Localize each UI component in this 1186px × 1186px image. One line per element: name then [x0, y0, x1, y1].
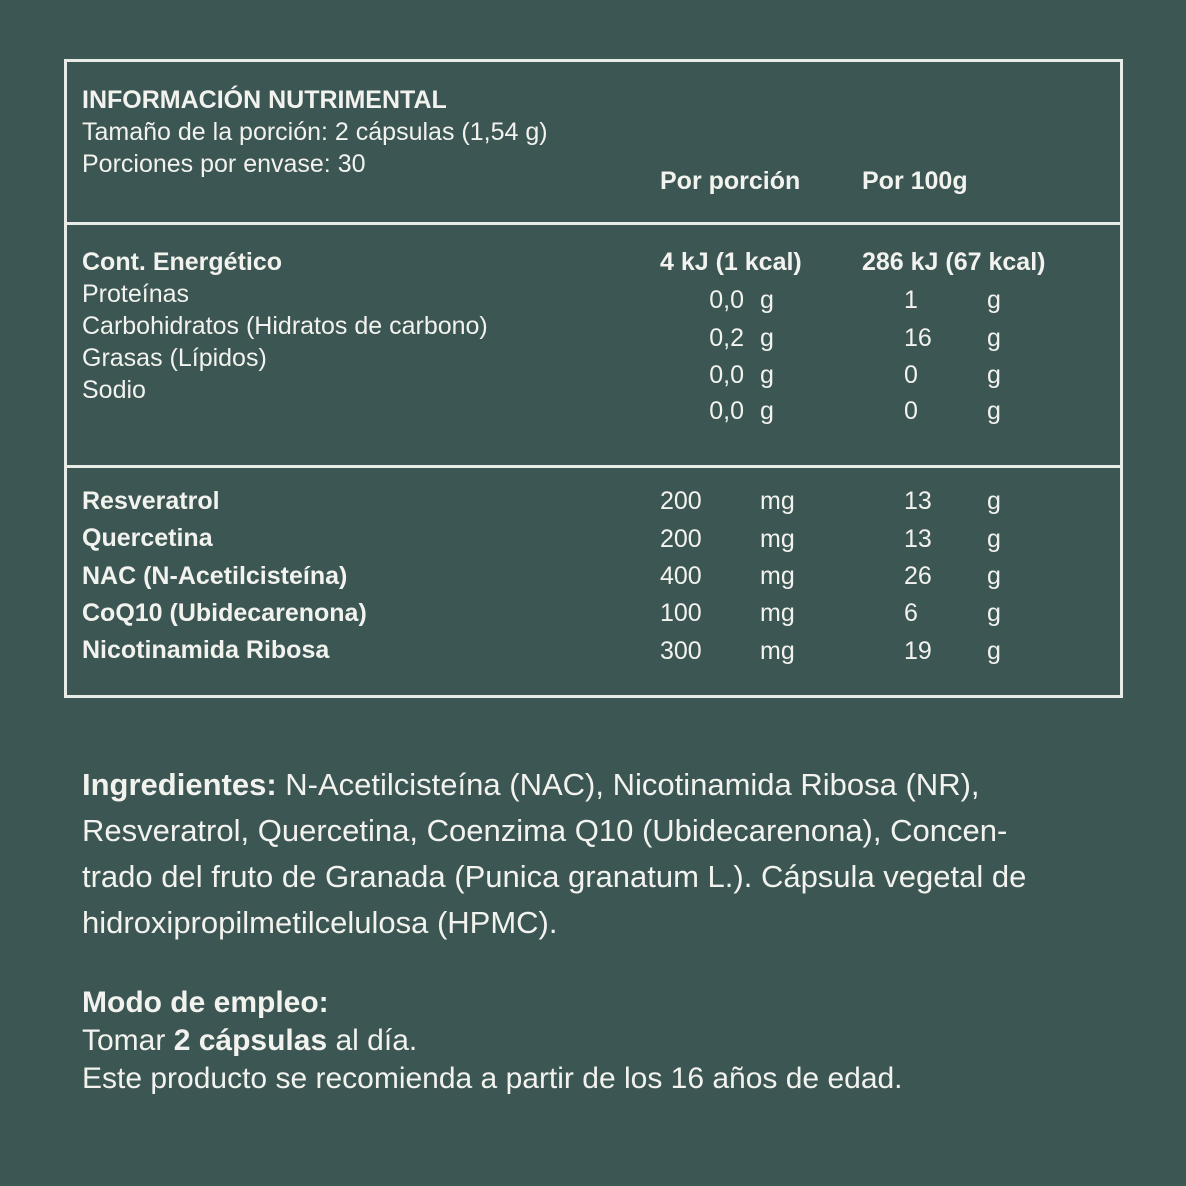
active-portion-unit: mg: [760, 637, 795, 665]
nutrient-per100-value: 0: [904, 397, 918, 425]
active-per100-unit: g: [987, 637, 1001, 665]
active-portion-value: 300: [660, 637, 702, 665]
active-portion-value: 200: [660, 525, 702, 553]
nutrient-per100-unit: g: [987, 324, 1001, 352]
usage-dose: 2 cápsulas: [173, 1024, 328, 1057]
active-label: CoQ10 (Ubidecarenona): [82, 599, 367, 627]
active-portion-value: 200: [660, 487, 702, 515]
nutrient-portion-unit: g: [760, 324, 774, 352]
ingredients-section: [82, 762, 1132, 946]
nutrient-label: Grasas (Lípidos): [82, 344, 267, 372]
usage-heading: Modo de empleo:: [82, 986, 329, 1019]
active-portion-unit: mg: [760, 487, 795, 515]
active-per100-value: 13: [904, 525, 932, 553]
nutrient-portion-unit: g: [760, 361, 774, 389]
serving-size: Tamaño de la porción: 2 cápsulas (1,54 g): [82, 118, 548, 146]
energy-label: Cont. Energético: [82, 248, 283, 276]
servings-per-container: Porciones por envase: 30: [82, 150, 366, 178]
active-per100-value: 19: [904, 637, 932, 665]
column-header-portion: Por porción: [660, 167, 801, 195]
table-title: INFORMACIÓN NUTRIMENTAL: [82, 86, 447, 114]
nutrient-portion-value: 0,0: [709, 286, 744, 314]
active-portion-unit: mg: [760, 525, 795, 553]
nutrient-per100-value: 16: [904, 324, 932, 352]
table-divider: [67, 465, 1120, 468]
ingredients-heading: Ingredientes:: [82, 767, 277, 802]
usage-note: Este producto se recomienda a partir de los 16 años de edad.: [82, 1062, 903, 1095]
ingredients-text: Resveratrol, Quercetina, Coenzima Q10 (Ubidecarenona), Concen-: [82, 813, 1008, 848]
nutrient-portion-unit: g: [760, 286, 774, 314]
nutrient-label: Carbohidratos (Hidratos de carbono): [82, 312, 488, 340]
nutrient-portion-unit: g: [760, 397, 774, 425]
active-per100-unit: g: [987, 562, 1001, 590]
active-portion-value: 100: [660, 599, 702, 627]
nutrient-per100-value: 0: [904, 361, 918, 389]
active-portion-value: 400: [660, 562, 702, 590]
nutrient-label: Proteínas: [82, 280, 190, 308]
active-label: Resveratrol: [82, 487, 220, 515]
table-divider: [67, 222, 1120, 225]
usage-section: [82, 984, 903, 1098]
ingredients-text: hidroxipropilmetilcelulosa (HPMC).: [82, 905, 558, 940]
nutrient-portion-value: 0,2: [709, 324, 744, 352]
energy-per100: 286 kJ (67 kcal): [862, 248, 1046, 276]
column-header-100g: Por 100g: [862, 167, 968, 195]
active-label: Quercetina: [82, 524, 213, 552]
usage-prefix: Tomar: [82, 1024, 166, 1057]
active-label: Nicotinamida Ribosa: [82, 636, 330, 664]
nutrient-portion-value: 0,0: [709, 397, 744, 425]
ingredients-text: trado del fruto de Granada (Punica granatum L.). Cápsula vegetal de: [82, 859, 1027, 894]
active-per100-unit: g: [987, 487, 1001, 515]
nutrient-per100-unit: g: [987, 361, 1001, 389]
nutrient-label: Sodio: [82, 376, 146, 404]
active-portion-unit: mg: [760, 599, 795, 627]
active-portion-unit: mg: [760, 562, 795, 590]
nutrient-portion-value: 0,0: [709, 361, 744, 389]
active-label: NAC (N-Acetilcisteína): [82, 562, 348, 590]
nutrient-per100-value: 1: [904, 286, 918, 314]
nutrient-per100-unit: g: [987, 286, 1001, 314]
active-per100-unit: g: [987, 599, 1001, 627]
ingredients-text: N-Acetilcisteína (NAC), Nicotinamida Ribosa (NR),: [285, 767, 980, 802]
usage-suffix: al día.: [335, 1024, 418, 1057]
active-per100-unit: g: [987, 525, 1001, 553]
active-per100-value: 26: [904, 562, 932, 590]
nutrient-per100-unit: g: [987, 397, 1001, 425]
active-per100-value: 6: [904, 599, 918, 627]
energy-portion: 4 kJ (1 kcal): [660, 248, 802, 276]
active-per100-value: 13: [904, 487, 932, 515]
